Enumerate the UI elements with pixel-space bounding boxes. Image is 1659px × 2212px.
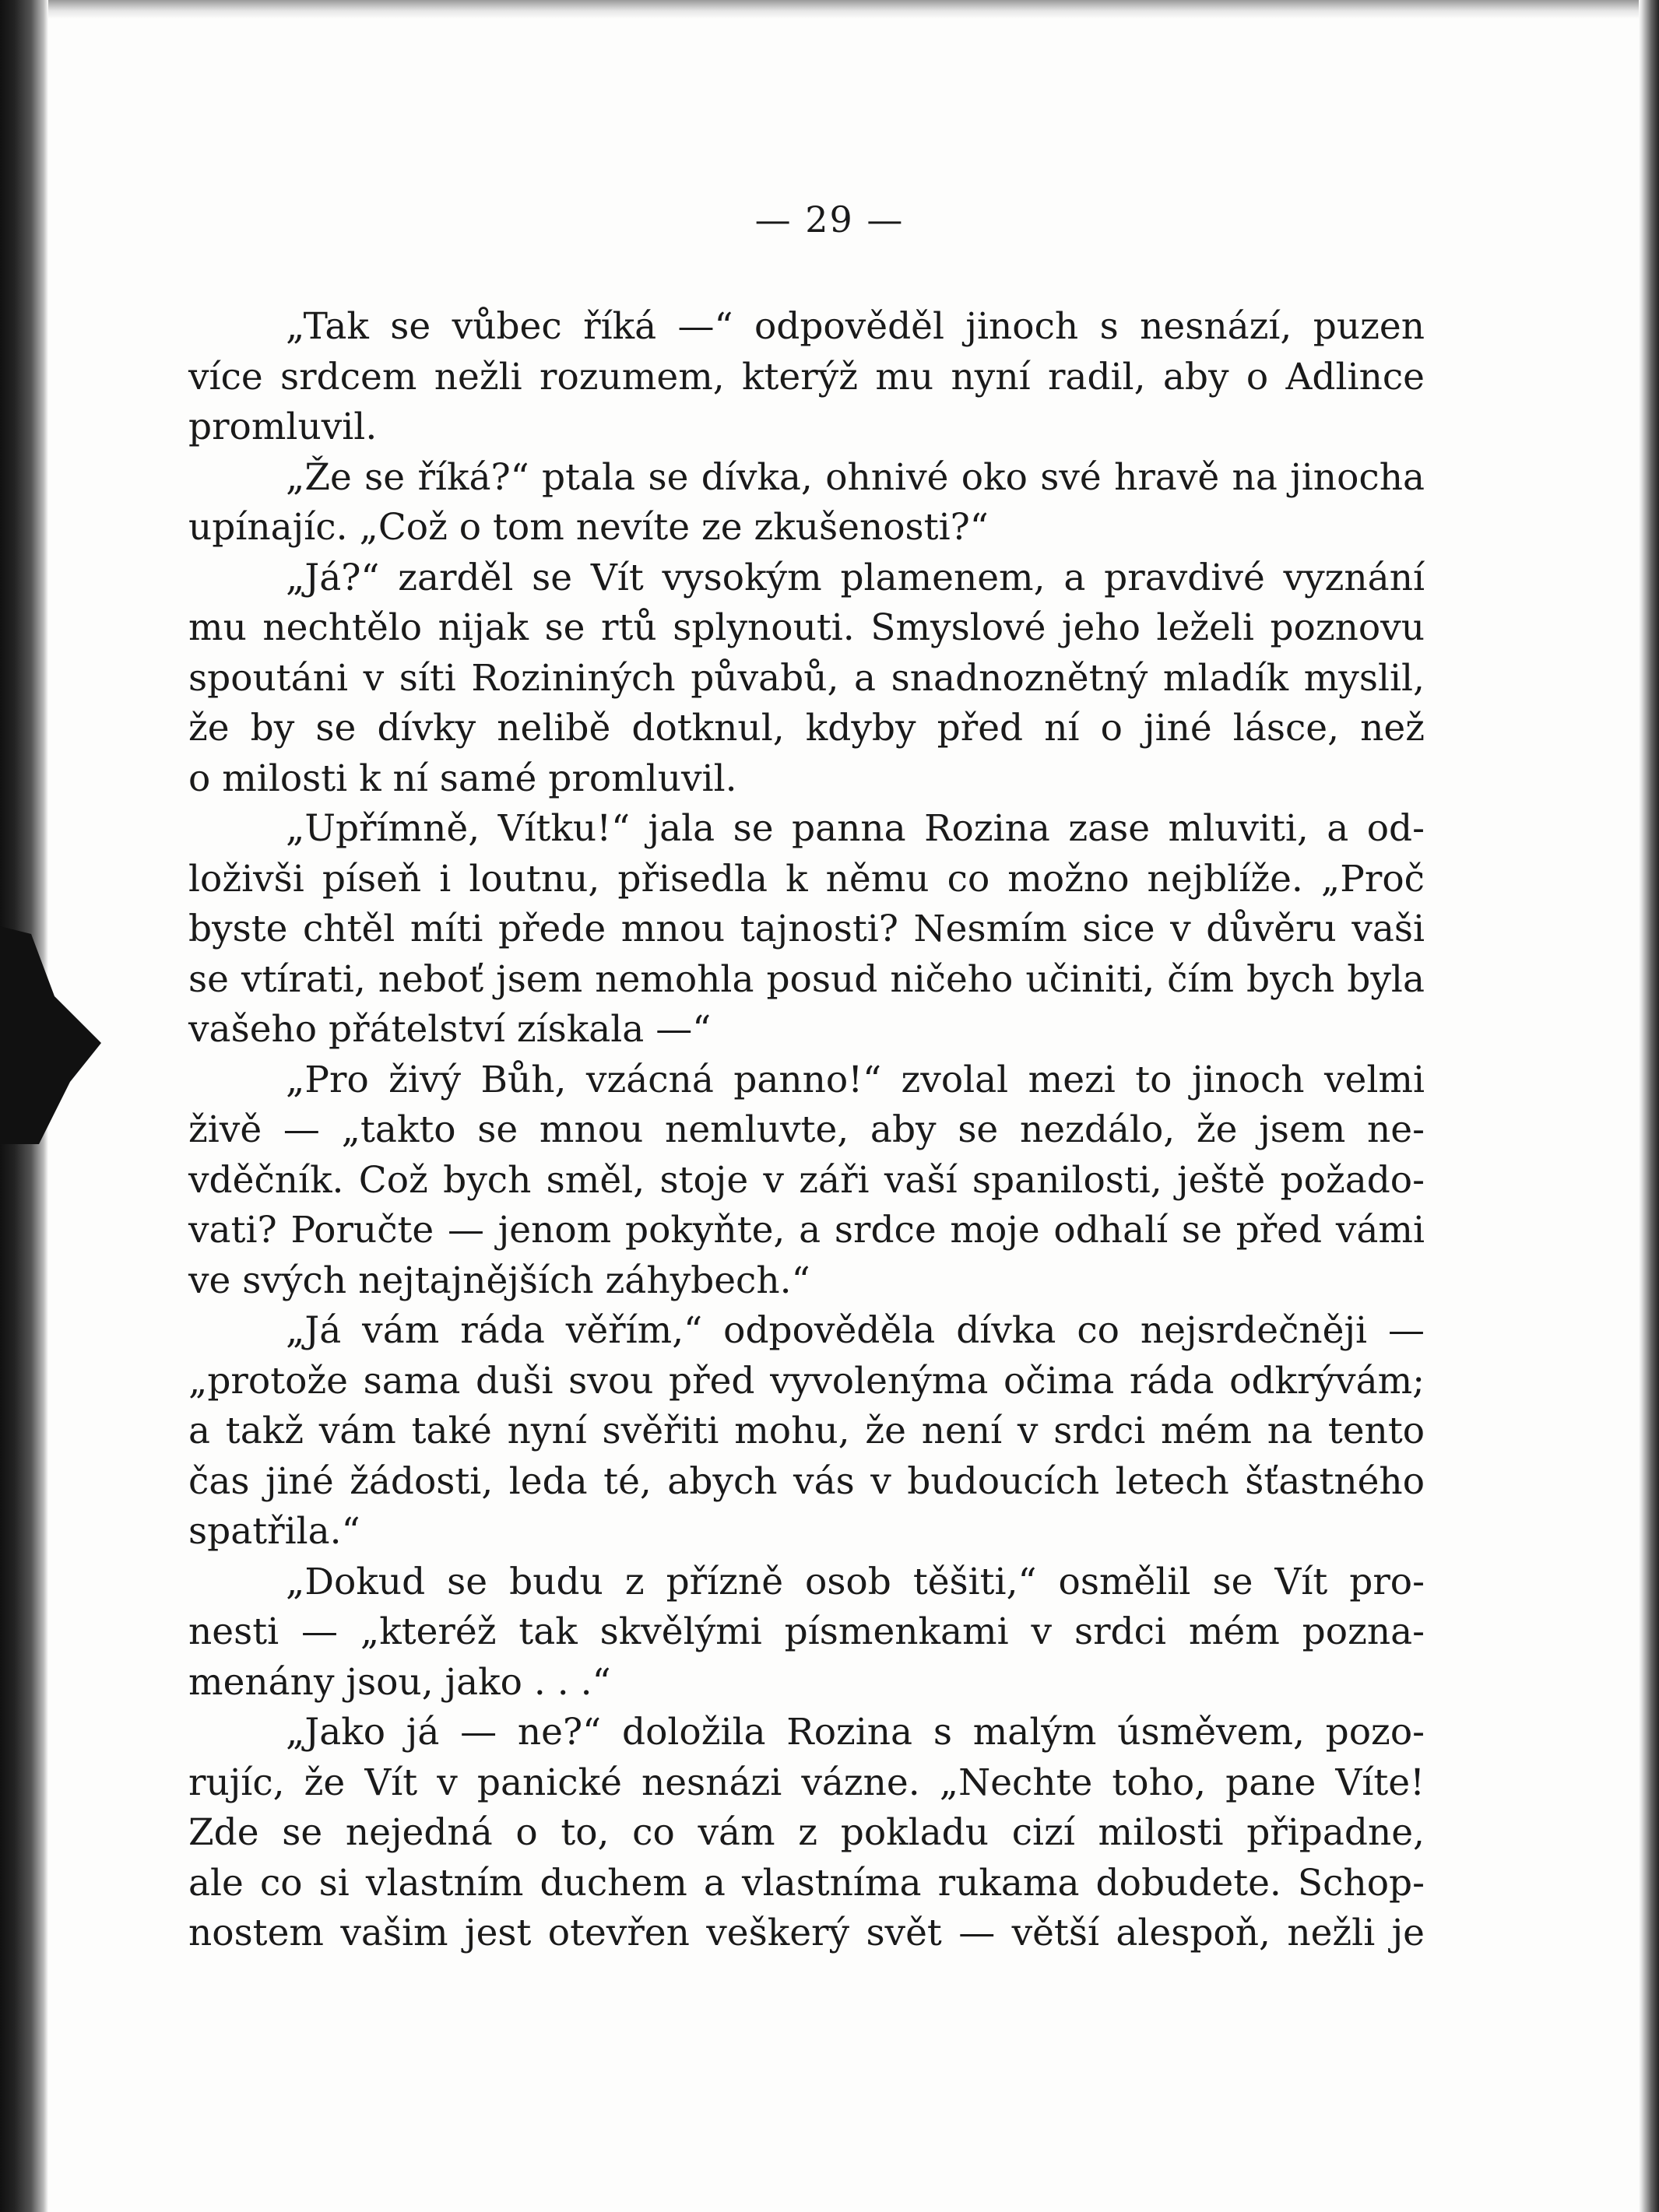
body-text	[188, 302, 1425, 1959]
page-right-edge-shadow	[1639, 0, 1659, 2212]
text-line: vati? Poručte — jenom pokyňte, a srdce moje odhalí se před vámi	[188, 1209, 1425, 1252]
text-line: loživši píseň i loutnu, přisedla k němu co možno nejblíže. „Proč	[188, 857, 1425, 901]
text-line: rujíc, že Vít v panické nesnázi vázne. „Nechte toho, pane Víte!	[188, 1761, 1425, 1804]
text-line: živě — „takto se mnou nemluvte, aby se nezdálo, že jsem ne-	[188, 1108, 1425, 1151]
text-line: „Upřímně, Vítku!“ jala se panna Rozina zase mluviti, a od-	[286, 807, 1425, 850]
text-line: menány jsou, jako . . .“	[188, 1660, 611, 1704]
page-top-edge-shadow	[48, 0, 1639, 19]
text-line: ale co si vlastním duchem a vlastníma rukama dobudete. Schop-	[188, 1861, 1425, 1905]
text-line: vašeho přátelství získala —“	[188, 1008, 712, 1051]
text-line: o milosti k ní samé promluvil.	[188, 757, 737, 800]
text-line: čas jiné žádosti, leda té, abych vás v budoucích letech šťastného	[188, 1459, 1425, 1503]
text-line: vděčník. Což bych směl, stoje v záři vaší spanilosti, ještě požado-	[188, 1158, 1425, 1202]
text-line: nesti — „kteréž tak skvělými písmenkami v srdci mém pozna-	[188, 1610, 1425, 1653]
binding-tab-mark	[0, 926, 109, 1144]
text-line: a takž vám také nyní svěřiti mohu, že není v srdci mém na tento	[188, 1410, 1425, 1452]
text-line: ve svých nejtajnějších záhybech.“	[188, 1259, 810, 1302]
page-number: — 29 —	[754, 198, 905, 241]
text-line: „Pro živý Bůh, vzácná panno!“ zvolal mezi to jinoch velmi	[286, 1058, 1425, 1101]
text-line: spatřila.“	[188, 1510, 360, 1553]
text-line: „protože sama duši svou před vyvolenýma očima ráda odkrývám;	[188, 1359, 1425, 1403]
text-line: spoutáni v síti Rozininých půvabů, a snadnoznětný mladík myslil,	[188, 656, 1425, 700]
text-line: „Dokud se budu z přízně osob těšiti,“ osmělil se Vít pro-	[286, 1560, 1425, 1603]
text-line: Zde se nejedná o to, co vám z pokladu cizí milosti připadne,	[188, 1811, 1425, 1854]
text-line: „Tak se vůbec říká —“ odpověděl jinoch s nesnází, puzen	[286, 305, 1425, 348]
text-line: „Já vám ráda věřím,“ odpověděla dívka co nejsrdečněji —	[286, 1309, 1425, 1352]
text-line: „Že se říká?“ ptala se dívka, ohnivé oko své hravě na jinocha	[286, 455, 1425, 499]
text-line: upínajíc. „Což o tom nevíte ze zkušenosti?“	[188, 506, 989, 549]
text-line: „Já?“ zarděl se Vít vysokým plamenem, a pravdivé vyznání	[286, 556, 1425, 599]
text-line: mu nechtělo nijak se rtů splynouti. Smyslové jeho leželi poznovu	[188, 606, 1425, 649]
text-line: více srdcem nežli rozumem, kterýž mu nyní radil, aby o Adlince	[188, 355, 1425, 399]
text-line: promluvil.	[188, 406, 378, 448]
text-line: nostem vašim jest otevřen veškerý svět — větší alespoň, nežli je	[188, 1912, 1425, 1954]
text-line: „Jako já — ne?“ doložila Rozina s malým úsměvem, pozo-	[286, 1711, 1425, 1754]
text-line: byste chtěl míti přede mnou tajnosti? Nesmím sice v důvěru vaši	[188, 908, 1425, 950]
text-line: se vtírati, neboť jsem nemohla posud ničeho učiniti, čím bych byla	[188, 957, 1425, 1001]
text-line: že by se dívky nelibě dotknul, kdyby před ní o jiné lásce, než	[188, 707, 1425, 750]
